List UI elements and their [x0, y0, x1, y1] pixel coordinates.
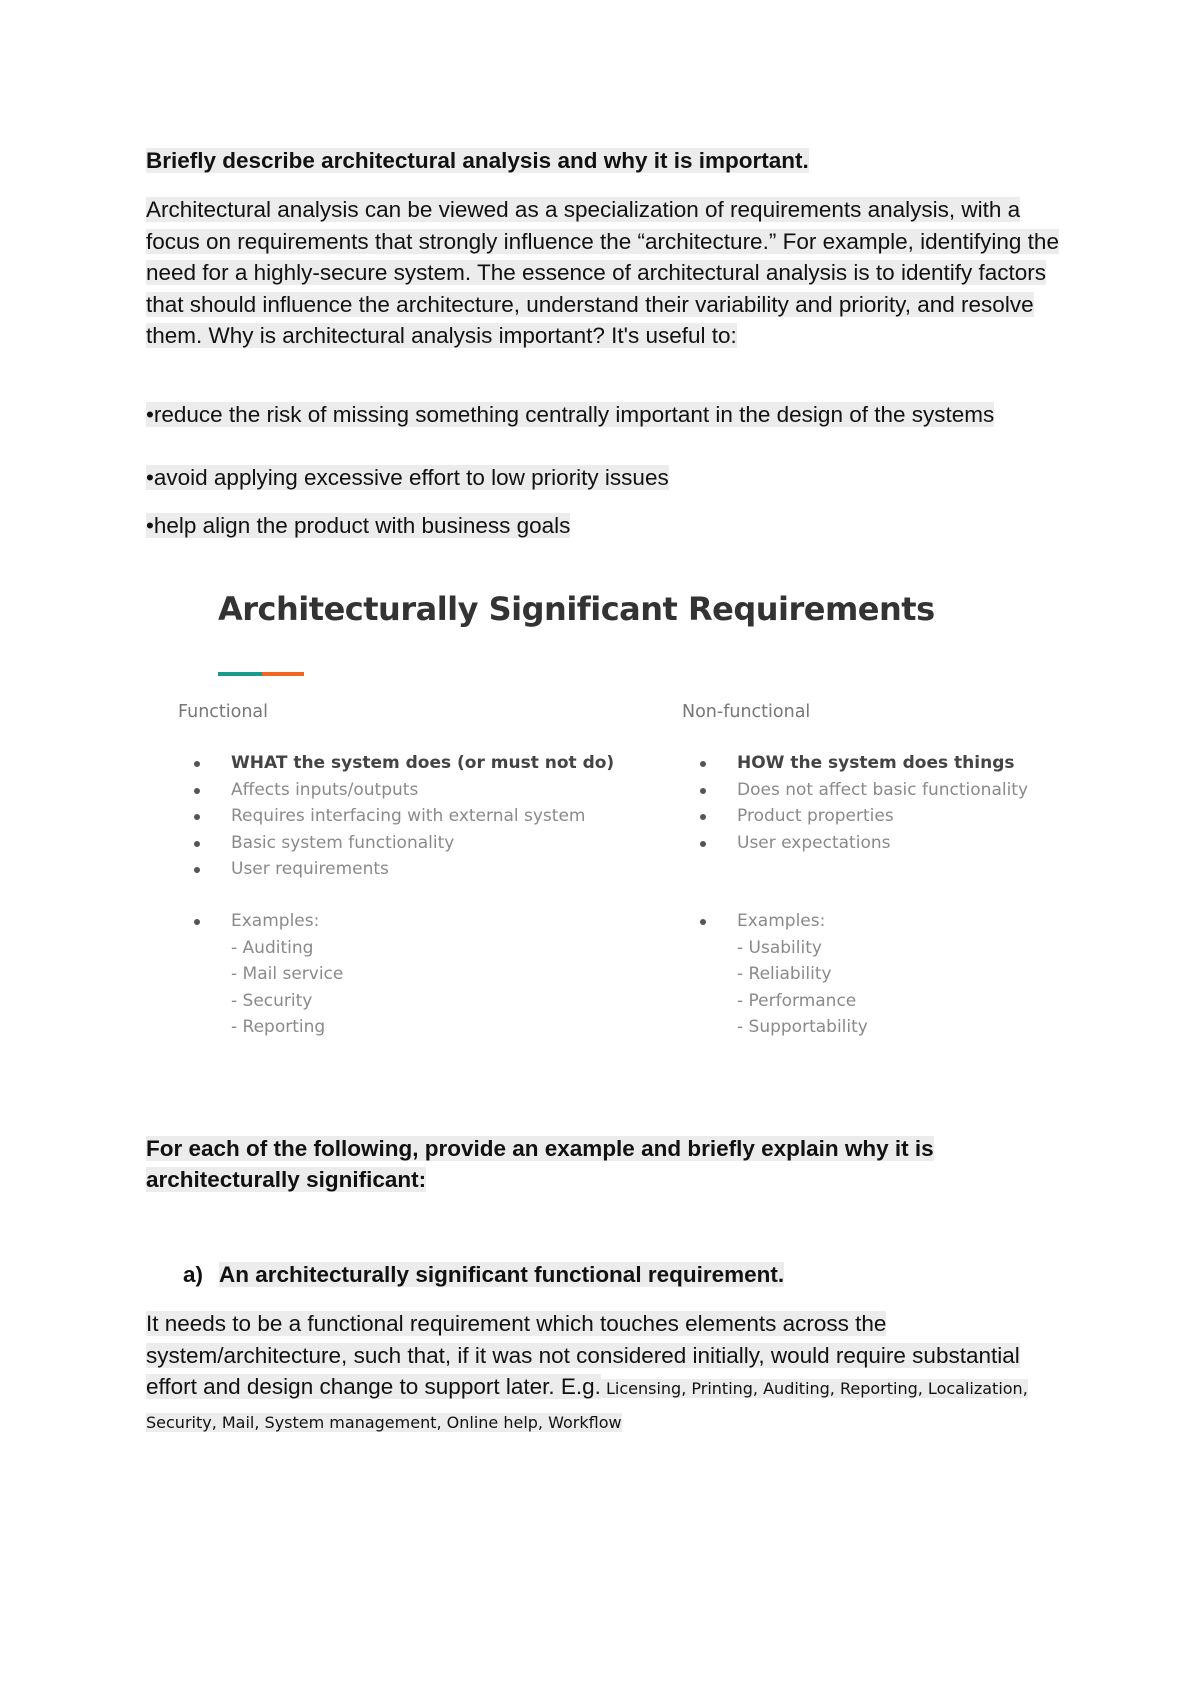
non-functional-example: - Usability	[737, 937, 822, 958]
non-functional-example: - Supportability	[737, 1017, 868, 1037]
functional-example: - Auditing	[231, 937, 314, 958]
non-functional-item: Does not affect basic functionality	[700, 777, 1028, 804]
non-functional-item: Product properties	[700, 803, 1028, 830]
accent-bar-orange	[262, 672, 304, 676]
part-a-answer: It needs to be a functional requirement which touches elements across the system/architecture, such that, if it was not considered initially, would require substantial effort and design change to support later. E.g. Licensing, Printing, Auditing, Reporting, Localization, Security, Mail, System management, Online help, Workflow	[146, 1311, 1028, 1432]
non-functional-heading: Non-functional	[682, 702, 811, 722]
functional-examples	[194, 908, 343, 1041]
question-2-title: For each of the following, provide an example and briefly explain why it is architecturally significant:	[146, 1136, 934, 1192]
functional-example: - Security	[231, 990, 313, 1011]
functional-examples-label: Examples:	[231, 911, 320, 931]
question-1-paragraph: Architectural analysis can be viewed as a specialization of requirements analysis, with a focus on requirements that strongly influence the “architecture.” For example, identifying the need for a highly-secure system. The essence of architectural analysis is to identify factors that should influence the architecture, understand their variability and priority, and resolve them. Why is architectural analysis important? It's useful to:	[146, 197, 1059, 348]
non-functional-item: HOW the system does things	[700, 750, 1028, 777]
functional-item: Requires interfacing with external system	[194, 803, 614, 830]
functional-heading: Functional	[178, 702, 269, 722]
functional-item: Affects inputs/outputs	[194, 777, 614, 804]
functional-item: User requirements	[194, 856, 614, 883]
functional-item: Basic system functionality	[194, 830, 614, 857]
functional-list	[194, 750, 614, 883]
non-functional-examples-label: Examples:	[737, 911, 826, 931]
non-functional-item: User expectations	[700, 830, 1028, 857]
non-functional-example: - Performance	[737, 990, 857, 1011]
functional-example: - Mail service	[231, 964, 344, 984]
non-functional-list	[700, 750, 1028, 856]
functional-item: WHAT the system does (or must not do)	[194, 750, 614, 777]
asr-slide	[150, 590, 1080, 1050]
part-a-label: a)	[183, 1262, 204, 1287]
bullet-reduce-risk: •reduce the risk of missing something centrally important in the design of the systems	[146, 402, 995, 427]
non-functional-examples	[700, 908, 868, 1041]
accent-bar-teal	[218, 672, 262, 676]
part-a-heading: An architecturally significant functional requirement.	[219, 1262, 785, 1287]
non-functional-example: - Reliability	[737, 964, 832, 984]
functional-example: - Reporting	[231, 1017, 326, 1037]
bullet-avoid-effort: •avoid applying excessive effort to low priority issues	[146, 465, 669, 490]
part-a-examples: Licensing, Printing, Auditing, Reporting, Localization, Security, Mail, System management, Online help, Workflow	[146, 1379, 1028, 1432]
question-1-title: Briefly describe architectural analysis and why it is important.	[146, 148, 809, 173]
bullet-align-goals: •help align the product with business goals	[146, 513, 571, 538]
part-a-title	[183, 1260, 784, 1290]
slide-title: Architecturally Significant Requirements	[218, 590, 935, 628]
